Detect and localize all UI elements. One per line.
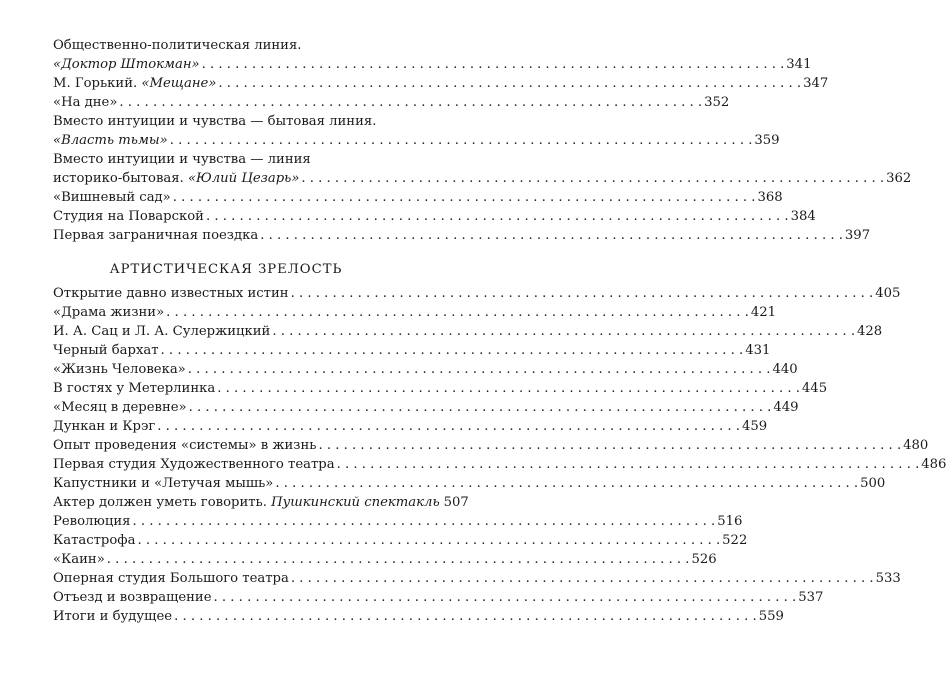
toc-page-number: 445 [801,381,828,396]
dot-leader [202,55,785,74]
toc-entry-title: «Драма жизни» [53,305,165,320]
toc-entry [53,569,901,588]
toc-entry [53,417,768,436]
dot-leader [157,417,740,436]
toc-page-number: 486 [921,457,946,472]
dot-leader [218,74,801,93]
toc-entry [53,607,784,626]
dot-leader [214,588,797,607]
toc-entry-line [53,493,469,512]
dot-leader [291,284,874,303]
dot-leader [189,398,772,417]
toc-entry-title: «На дне» [53,95,118,110]
toc-page-number: 559 [758,609,784,624]
dot-leader [260,226,843,245]
dot-leader [291,569,874,588]
toc-entry-title: М. Горький. «Мещане» [53,76,217,91]
toc-page-number: 507 [443,495,469,510]
toc-page-number: 459 [741,419,768,434]
toc-entry-line [53,207,816,226]
toc-page-number: 522 [722,533,748,548]
toc-entry-title-line: Вместо интуиции и чувства — бытовая линия. [53,114,377,129]
toc-entry-line [53,531,748,550]
toc-entry [53,284,901,303]
toc-entry-title: «Месяц в деревне» [53,400,187,415]
toc-entry [53,531,748,550]
toc-page-number: 533 [875,571,901,586]
toc-entry [53,341,771,360]
toc-page-number: 516 [717,514,743,529]
toc-entry [53,493,469,512]
toc-page-number: 440 [772,362,798,377]
dot-leader [217,379,800,398]
toc-entry-line [53,588,824,607]
toc-entry-title: «Вишневый сад» [53,190,171,205]
toc-page-number: 359 [754,133,780,148]
toc-entry [53,379,828,398]
toc-entry-line [53,169,912,188]
toc-entry-line [53,74,829,93]
dot-leader [173,188,756,207]
toc-entry-line [53,550,717,569]
dot-leader [170,131,753,150]
toc-entry-title: Первая заграничная поездка [53,228,259,243]
toc-entry [53,550,717,569]
toc-entry-line [53,417,768,436]
toc-page-number: 405 [875,286,901,301]
toc-entry-line [53,284,901,303]
toc-entry-title: Первая студия Художественного театра [53,457,335,472]
toc-entry-line [53,379,828,398]
dot-leader [161,341,744,360]
toc-entry [53,512,743,531]
toc-entry-title: Дункан и Крэг [53,419,156,434]
toc-entry-line [53,226,871,245]
toc-entry [53,322,883,341]
toc-entry [53,436,929,455]
dot-leader [133,512,716,531]
toc-entry-title: Революция [53,514,131,529]
dot-leader [301,169,884,188]
toc-entry [53,226,871,245]
toc-entry-title: «Доктор Штокман» [53,57,200,72]
dot-leader [337,455,920,474]
section-heading: АРТИСТИЧЕСКАЯ ЗРЕЛОСТЬ [109,262,343,277]
toc-entry [53,303,777,322]
toc-page-number: 537 [798,590,824,605]
toc-entry [53,455,946,474]
dot-leader [272,322,855,341]
toc-page-number: 347 [803,76,829,91]
dot-leader [188,360,771,379]
toc-entry [53,150,912,188]
dot-leader [206,207,789,226]
table-of-contents [53,36,946,626]
toc-entry-title: В гостях у Метерлинка [53,381,216,396]
dot-leader [174,607,757,626]
toc-entry [53,36,812,74]
toc-entry-title: Студия на Поварской [53,209,204,224]
toc-page-number: 421 [750,305,777,320]
toc-entry-title: Черный бархат [53,343,159,358]
toc-entry-title: «Каин» [53,552,105,567]
toc-entry-line [53,512,743,531]
dot-leader [107,550,690,569]
toc-entry-title: «Власть тьмы» [53,133,168,148]
dot-leader [318,436,901,455]
toc-entry-title: Итоги и будущее [53,609,173,624]
toc-page-number: 384 [790,209,816,224]
dot-leader [137,531,720,550]
toc-entry-title: Капустники и «Летучая мышь» [53,476,274,491]
toc-entry-line [53,360,798,379]
toc-entry-title: Катастрофа [53,533,136,548]
toc-entry-line [53,93,730,112]
toc-entry [53,474,886,493]
toc-entry-line [53,398,799,417]
toc-page-number: 352 [704,95,730,110]
toc-page-number: 480 [903,438,929,453]
toc-entry-line [53,55,812,74]
toc-entry-line [53,303,777,322]
toc-page-number: 526 [691,552,717,567]
toc-entry-title-line: Вместо интуиции и чувства — линия [53,152,311,167]
toc-entry-title: «Жизнь Человека» [53,362,186,377]
toc-entry-line [53,341,771,360]
dot-leader [275,474,858,493]
toc-entry [53,188,783,207]
toc-page-number: 449 [773,400,799,415]
toc-entry-title: Отъезд и возвращение [53,590,212,605]
toc-entry-line [53,474,886,493]
toc-entry-title: историко-бытовая. «Юлий Цезарь» [53,171,300,186]
toc-entry [53,207,816,226]
toc-entry-line [53,131,780,150]
toc-entry-title: Актер должен уметь говорить. Пушкинский спектакль [53,495,440,510]
toc-entry [53,588,824,607]
toc-entry-title: И. А. Сац и Л. А. Сулержицкий [53,324,271,339]
dot-leader [119,93,702,112]
toc-entry-line [53,436,929,455]
toc-page-number: 397 [844,228,871,243]
toc-entry-line [53,188,783,207]
toc-page-number: 431 [745,343,771,358]
toc-page-number: 362 [886,171,912,186]
toc-entry-title: Опыт проведения «системы» в жизнь [53,438,317,453]
toc-entry [53,398,799,417]
toc-entry-line [53,455,946,474]
toc-entry [53,93,730,112]
toc-entry-line [53,569,901,588]
toc-page-number: 341 [786,57,812,72]
toc-page-number: 500 [860,476,886,491]
toc-entry-title-line: Общественно-политическая линия. [53,38,302,53]
toc-entry-title: Открытие давно известных истин [53,286,289,301]
toc-entry [53,360,798,379]
toc-entry [53,74,829,93]
toc-page-number: 368 [757,190,783,205]
toc-entry-line [53,322,883,341]
toc-page-number: 428 [857,324,883,339]
toc-entry-line [53,607,784,626]
toc-entry [53,112,780,150]
dot-leader [166,303,749,322]
toc-entry-title: Оперная студия Большого театра [53,571,289,586]
